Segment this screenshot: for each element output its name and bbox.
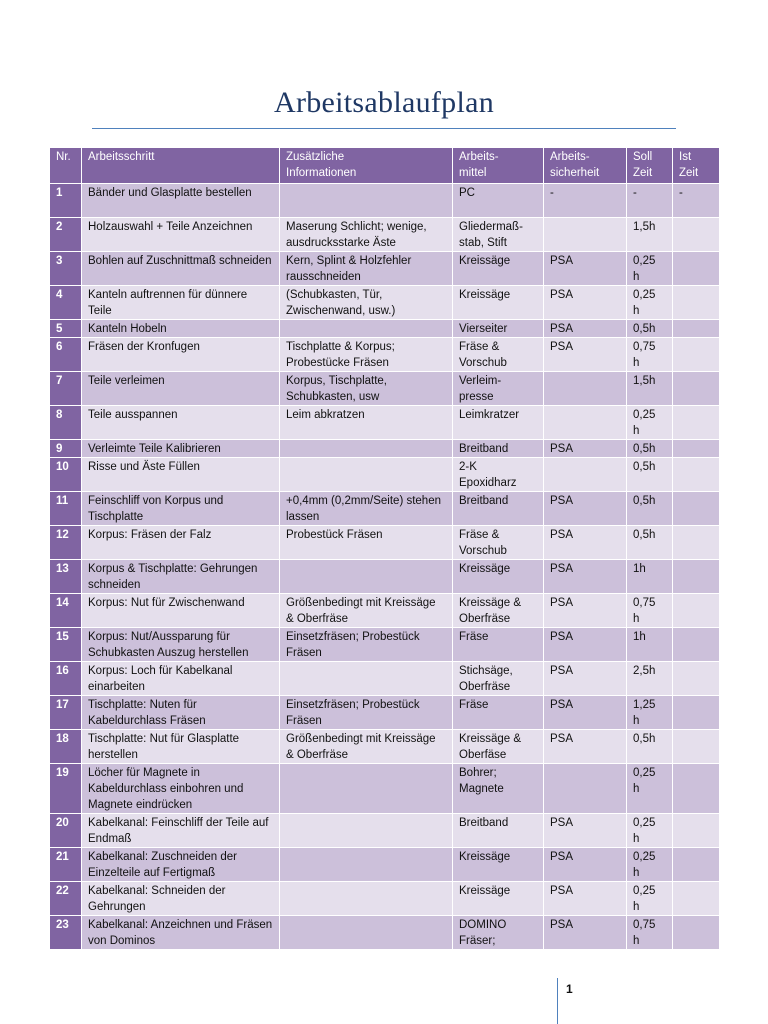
- row-safety: PSA: [544, 848, 627, 882]
- table-row: [50, 458, 720, 492]
- row-tool: Stichsäge, Oberfräse: [453, 662, 544, 696]
- row-info: [280, 882, 453, 916]
- row-tool: Kreissäge: [453, 848, 544, 882]
- row-ist-zeit: [673, 526, 720, 560]
- row-nr: 17: [50, 696, 82, 730]
- row-nr: 1: [50, 184, 82, 218]
- table-row: [50, 814, 720, 848]
- row-soll-zeit: 0,25 h: [627, 848, 673, 882]
- row-step: Kabelkanal: Schneiden der Gehrungen: [82, 882, 280, 916]
- row-info: Korpus, Tischplatte, Schubkasten, usw: [280, 372, 453, 406]
- row-soll-zeit: 0,25 h: [627, 764, 673, 814]
- row-tool: Fräse & Vorschub: [453, 526, 544, 560]
- table-row: [50, 372, 720, 406]
- row-soll-zeit: 2,5h: [627, 662, 673, 696]
- row-ist-zeit: [673, 320, 720, 338]
- row-info: [280, 320, 453, 338]
- row-safety: PSA: [544, 814, 627, 848]
- row-safety: PSA: [544, 594, 627, 628]
- row-soll-zeit: 0,25 h: [627, 406, 673, 440]
- row-safety: PSA: [544, 320, 627, 338]
- row-tool: Breitband: [453, 814, 544, 848]
- row-tool: Kreissäge: [453, 560, 544, 594]
- row-nr: 10: [50, 458, 82, 492]
- row-ist-zeit: [673, 594, 720, 628]
- row-step: Holzauswahl + Teile Anzeichnen: [82, 218, 280, 252]
- row-ist-zeit: [673, 916, 720, 950]
- table-row: [50, 492, 720, 526]
- row-info: [280, 848, 453, 882]
- row-info: Einsetzfräsen; Probestück Fräsen: [280, 696, 453, 730]
- row-ist-zeit: [673, 252, 720, 286]
- table-row: [50, 286, 720, 320]
- row-soll-zeit: -: [627, 184, 673, 218]
- page-title: Arbeitsablaufplan: [273, 86, 495, 119]
- row-nr: 2: [50, 218, 82, 252]
- row-tool: Leimkratzer: [453, 406, 544, 440]
- table-row: [50, 730, 720, 764]
- row-step: Kanteln Hobeln: [82, 320, 280, 338]
- row-safety: [544, 764, 627, 814]
- row-safety: PSA: [544, 882, 627, 916]
- row-ist-zeit: [673, 406, 720, 440]
- row-safety: [544, 458, 627, 492]
- row-nr: 12: [50, 526, 82, 560]
- header-soll-zeit: Soll Zeit: [627, 148, 673, 184]
- row-safety: PSA: [544, 916, 627, 950]
- row-step: Korpus: Nut für Zwischenwand: [82, 594, 280, 628]
- row-ist-zeit: [673, 882, 720, 916]
- row-step: Tischplatte: Nut für Glasplatte herstellen: [82, 730, 280, 764]
- row-safety: PSA: [544, 560, 627, 594]
- row-step: Risse und Äste Füllen: [82, 458, 280, 492]
- table-row: [50, 662, 720, 696]
- row-info: [280, 814, 453, 848]
- header-informationen: Zusätzliche Informationen: [280, 148, 453, 184]
- row-safety: -: [544, 184, 627, 218]
- row-step: Korpus & Tischplatte: Gehrungen schneiden: [82, 560, 280, 594]
- row-nr: 8: [50, 406, 82, 440]
- row-ist-zeit: [673, 814, 720, 848]
- title-underline: [92, 128, 676, 129]
- row-info: Größenbedingt mit Kreissäge & Oberfräse: [280, 594, 453, 628]
- row-step: Teile verleimen: [82, 372, 280, 406]
- row-safety: PSA: [544, 286, 627, 320]
- row-tool: DOMINO Fräser;: [453, 916, 544, 950]
- row-step: Kabelkanal: Anzeichnen und Fräsen von Dominos: [82, 916, 280, 950]
- row-step: Bohlen auf Zuschnittmaß schneiden: [82, 252, 280, 286]
- table-row: [50, 916, 720, 950]
- row-info: [280, 560, 453, 594]
- row-ist-zeit: [673, 218, 720, 252]
- row-tool: Fräse & Vorschub: [453, 338, 544, 372]
- row-safety: PSA: [544, 338, 627, 372]
- row-nr: 6: [50, 338, 82, 372]
- header-nr: Nr.: [50, 148, 82, 184]
- row-soll-zeit: 0,25 h: [627, 882, 673, 916]
- row-tool: Bohrer; Magnete: [453, 764, 544, 814]
- row-ist-zeit: -: [673, 184, 720, 218]
- row-nr: 7: [50, 372, 82, 406]
- row-ist-zeit: [673, 560, 720, 594]
- row-safety: [544, 372, 627, 406]
- row-info: [280, 440, 453, 458]
- row-info: Kern, Splint & Holzfehler rausschneiden: [280, 252, 453, 286]
- row-nr: 13: [50, 560, 82, 594]
- row-tool: Fräse: [453, 696, 544, 730]
- row-info: Tischplatte & Korpus; Probestücke Fräsen: [280, 338, 453, 372]
- row-safety: PSA: [544, 730, 627, 764]
- row-step: Tischplatte: Nuten für Kabeldurchlass Fräsen: [82, 696, 280, 730]
- table-body: [50, 184, 720, 950]
- row-soll-zeit: 0,5h: [627, 458, 673, 492]
- table-row: [50, 526, 720, 560]
- table-header-row: [50, 148, 720, 184]
- row-soll-zeit: 0,75 h: [627, 338, 673, 372]
- row-step: Bänder und Glasplatte bestellen: [82, 184, 280, 218]
- row-safety: [544, 218, 627, 252]
- row-ist-zeit: [673, 286, 720, 320]
- row-info: Probestück Fräsen: [280, 526, 453, 560]
- row-info: (Schubkasten, Tür, Zwischenwand, usw.): [280, 286, 453, 320]
- table-row: [50, 696, 720, 730]
- row-info: Größenbedingt mit Kreissäge & Oberfräse: [280, 730, 453, 764]
- row-nr: 18: [50, 730, 82, 764]
- row-safety: PSA: [544, 628, 627, 662]
- row-ist-zeit: [673, 764, 720, 814]
- row-safety: PSA: [544, 526, 627, 560]
- row-nr: 4: [50, 286, 82, 320]
- row-nr: 15: [50, 628, 82, 662]
- row-soll-zeit: 0,5h: [627, 730, 673, 764]
- row-step: Kabelkanal: Zuschneiden der Einzelteile auf Fertigmaß: [82, 848, 280, 882]
- row-tool: PC: [453, 184, 544, 218]
- row-soll-zeit: 0,5h: [627, 526, 673, 560]
- table-row: [50, 560, 720, 594]
- row-soll-zeit: 0,5h: [627, 492, 673, 526]
- row-safety: [544, 406, 627, 440]
- row-ist-zeit: [673, 696, 720, 730]
- row-step: Teile ausspannen: [82, 406, 280, 440]
- row-soll-zeit: 0,5h: [627, 320, 673, 338]
- table-row: [50, 338, 720, 372]
- row-nr: 5: [50, 320, 82, 338]
- header-arbeitssicherheit: Arbeits- sicherheit: [544, 148, 627, 184]
- row-ist-zeit: [673, 440, 720, 458]
- table-row: [50, 764, 720, 814]
- table-row: [50, 628, 720, 662]
- table-row: [50, 320, 720, 338]
- row-tool: Kreissäge & Oberfäse: [453, 730, 544, 764]
- table-row: [50, 252, 720, 286]
- row-nr: 23: [50, 916, 82, 950]
- row-soll-zeit: 0,25 h: [627, 286, 673, 320]
- row-nr: 14: [50, 594, 82, 628]
- row-tool: Breitband: [453, 492, 544, 526]
- row-tool: Kreissäge: [453, 252, 544, 286]
- row-ist-zeit: [673, 662, 720, 696]
- row-info: [280, 916, 453, 950]
- row-safety: PSA: [544, 440, 627, 458]
- header-arbeitsschritt: Arbeitsschritt: [82, 148, 280, 184]
- row-ist-zeit: [673, 458, 720, 492]
- row-ist-zeit: [673, 628, 720, 662]
- row-soll-zeit: 1,25 h: [627, 696, 673, 730]
- row-tool: Kreissäge: [453, 882, 544, 916]
- row-step: Verleimte Teile Kalibrieren: [82, 440, 280, 458]
- table-row: [50, 848, 720, 882]
- row-ist-zeit: [673, 372, 720, 406]
- table-row: [50, 882, 720, 916]
- table-row: [50, 218, 720, 252]
- row-tool: Breitband: [453, 440, 544, 458]
- row-safety: PSA: [544, 662, 627, 696]
- row-soll-zeit: 1h: [627, 560, 673, 594]
- row-step: Löcher für Magnete in Kabeldurchlass einbohren und Magnete eindrücken: [82, 764, 280, 814]
- row-step: Kanteln auftrennen für dünnere Teile: [82, 286, 280, 320]
- row-soll-zeit: 0,5h: [627, 440, 673, 458]
- row-nr: 16: [50, 662, 82, 696]
- row-soll-zeit: 1,5h: [627, 218, 673, 252]
- table-row: [50, 440, 720, 458]
- row-tool: Verleim- presse: [453, 372, 544, 406]
- row-soll-zeit: 0,25 h: [627, 814, 673, 848]
- row-tool: Fräse: [453, 628, 544, 662]
- row-step: Korpus: Fräsen der Falz: [82, 526, 280, 560]
- header-ist-zeit: Ist Zeit: [673, 148, 720, 184]
- row-safety: PSA: [544, 252, 627, 286]
- row-tool: Gliedermaß- stab, Stift: [453, 218, 544, 252]
- page-number-rule: [557, 978, 558, 1024]
- row-tool: Kreissäge & Oberfräse: [453, 594, 544, 628]
- row-info: +0,4mm (0,2mm/Seite) stehen lassen: [280, 492, 453, 526]
- row-nr: 19: [50, 764, 82, 814]
- row-info: [280, 458, 453, 492]
- row-tool: 2-K Epoxidharz: [453, 458, 544, 492]
- row-info: Maserung Schlicht; wenige, ausdrucksstarke Äste: [280, 218, 453, 252]
- row-info: [280, 184, 453, 218]
- row-tool: Vierseiter: [453, 320, 544, 338]
- row-soll-zeit: 0,75 h: [627, 594, 673, 628]
- row-soll-zeit: 1,5h: [627, 372, 673, 406]
- row-step: Kabelkanal: Feinschliff der Teile auf Endmaß: [82, 814, 280, 848]
- row-ist-zeit: [673, 492, 720, 526]
- row-info: Leim abkratzen: [280, 406, 453, 440]
- page-number: 1: [566, 982, 573, 996]
- row-info: [280, 764, 453, 814]
- row-nr: 9: [50, 440, 82, 458]
- row-step: Korpus: Nut/Aussparung für Schubkasten Auszug herstellen: [82, 628, 280, 662]
- table-row: [50, 594, 720, 628]
- row-step: Feinschliff von Korpus und Tischplatte: [82, 492, 280, 526]
- row-nr: 3: [50, 252, 82, 286]
- row-tool: Kreissäge: [453, 286, 544, 320]
- row-step: Fräsen der Kronfugen: [82, 338, 280, 372]
- table-row: [50, 184, 720, 218]
- row-ist-zeit: [673, 338, 720, 372]
- row-ist-zeit: [673, 730, 720, 764]
- table-row: [50, 406, 720, 440]
- row-info: [280, 662, 453, 696]
- row-nr: 11: [50, 492, 82, 526]
- row-nr: 21: [50, 848, 82, 882]
- row-soll-zeit: 1h: [627, 628, 673, 662]
- row-step: Korpus: Loch für Kabelkanal einarbeiten: [82, 662, 280, 696]
- row-soll-zeit: 0,75 h: [627, 916, 673, 950]
- header-arbeitsmittel: Arbeits- mittel: [453, 148, 544, 184]
- row-safety: PSA: [544, 696, 627, 730]
- row-nr: 22: [50, 882, 82, 916]
- row-soll-zeit: 0,25 h: [627, 252, 673, 286]
- row-ist-zeit: [673, 848, 720, 882]
- row-info: Einsetzfräsen; Probestück Fräsen: [280, 628, 453, 662]
- row-nr: 20: [50, 814, 82, 848]
- row-safety: PSA: [544, 492, 627, 526]
- work-plan-table: [49, 147, 720, 950]
